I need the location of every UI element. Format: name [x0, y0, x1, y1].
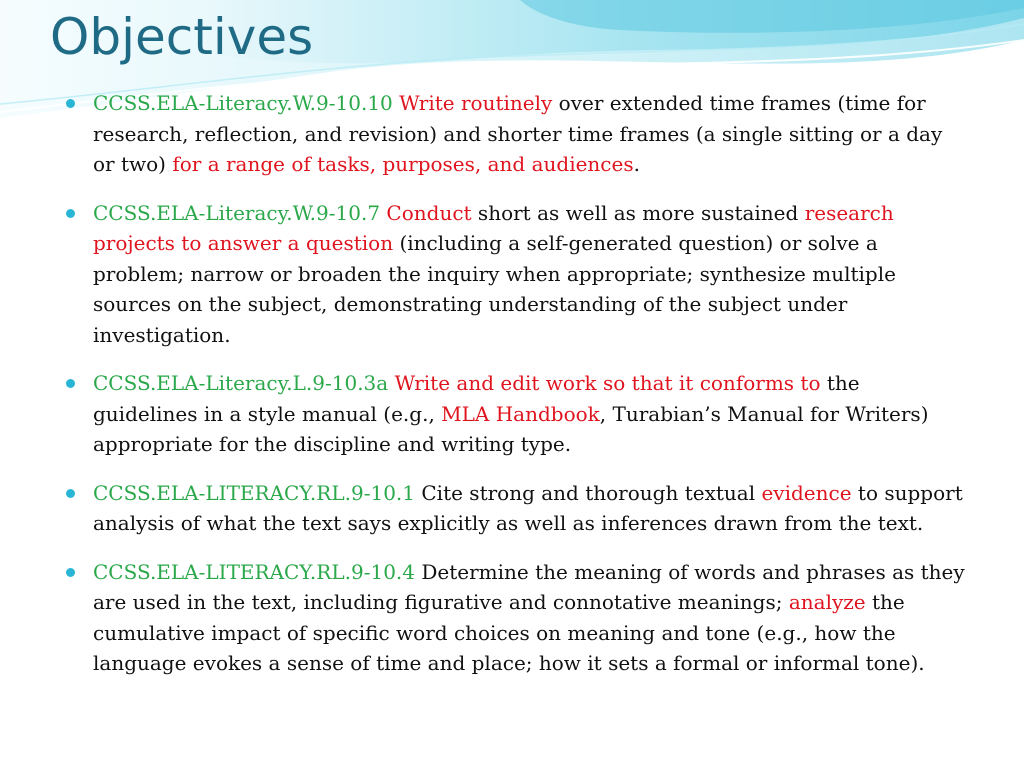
highlight-text: for a range of tasks, purposes, and audiences [172, 152, 634, 176]
objective-text: short as well as more sustained [471, 200, 805, 225]
standard-code: CCSS.ELA-Literacy.W.9-10.10 [93, 91, 393, 115]
standard-code: CCSS.ELA-Literacy.W.9-10.7 [93, 200, 381, 225]
bullet-dot-icon [66, 489, 75, 498]
objective-text: . [633, 152, 640, 176]
objective-item [66, 557, 966, 679]
highlight-text: MLA Handbook [441, 401, 600, 426]
objective-item [66, 368, 966, 460]
bullet-dot-icon [66, 99, 75, 108]
objective-text: (including a self-generated question) or solve a problem; narrow or broaden the inquiry when appropriate; synthesize multiple sources on the subject, demonstrating understanding of the subject under investigation. [93, 231, 896, 347]
objective-item [66, 478, 966, 539]
objective-text: Cite strong and thorough textual [415, 480, 762, 505]
standard-code: CCSS.ELA-LITERACY.RL.9-10.1 [93, 480, 416, 505]
highlight-text: research projects to answer a question [93, 200, 894, 255]
highlight-text: analyze [788, 590, 866, 614]
bullet-dot-icon [66, 379, 75, 388]
objective-text: the guidelines in a style manual (e.g., [93, 371, 860, 426]
standard-code: CCSS.ELA-Literacy.L.9-10.3a [93, 371, 389, 395]
objective-text: over extended time frames (time for research, reflection, and revision) and shorter time frames (a single sitting or a day or two) [93, 91, 943, 176]
bullet-dot-icon [66, 209, 75, 218]
objective-item [66, 198, 966, 351]
slide-title: Objectives [50, 8, 314, 66]
objective-text: to support analysis of what the text says explicitly as well as inferences drawn from the text. [93, 480, 963, 535]
highlight-text: evidence [761, 480, 852, 505]
highlight-text: Write and edit work so that it conforms to [394, 371, 821, 395]
objective-text: , Turabian’s Manual for Writers) appropriate for the discipline and writing type. [93, 401, 929, 456]
highlight-text: Conduct [386, 200, 472, 225]
bullet-dot-icon [66, 568, 75, 577]
highlight-text: Write routinely [399, 91, 553, 115]
objectives-list [66, 88, 966, 697]
objective-text: Determine the meaning of words and phrases as they are used in the text, including figurative and connotative meanings; [93, 559, 965, 614]
objective-item [66, 88, 966, 180]
objective-text: the cumulative impact of specific word choices on meaning and tone (e.g., how the language evokes a sense of time and place; how it sets a formal or informal tone). [93, 590, 925, 675]
standard-code: CCSS.ELA-LITERACY.RL.9-10.4 [93, 559, 416, 584]
